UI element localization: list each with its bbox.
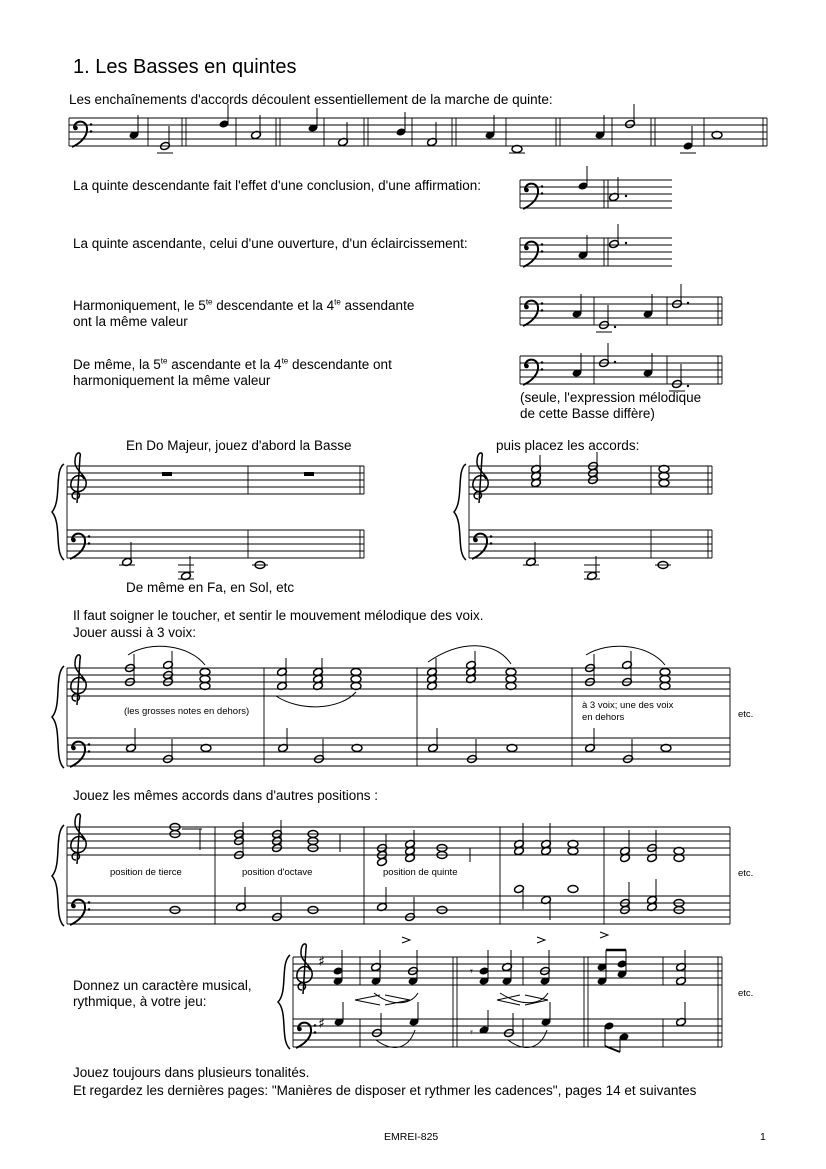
autres-positions-text: Jouez les mêmes accords dans d'autres positions : [73, 788, 378, 803]
position-quinte-label: position de quinte [383, 867, 458, 878]
etc-label-2: etc. [738, 868, 754, 879]
grand-staff-do-majeur [67, 466, 364, 558]
toucher-text: Il faut soigner le toucher, et sentir le mouvement mélodique des voix. [73, 608, 484, 623]
svg-text:♯: ♯ [318, 954, 325, 970]
trois-voix-text: Jouer aussi à 3 voix: [73, 625, 197, 640]
placez-accords-text: puis placez les accords: [496, 438, 640, 453]
rythmique-notes [333, 932, 687, 1052]
do-majeur-text: En Do Majeur, jouez d'abord la Basse [126, 438, 352, 453]
position-tierce-label: position de tierce [110, 867, 182, 878]
quinte-descendante-text: La quinte descendante fait l'effet d'une conclusion, d'une affirmation: [73, 178, 482, 193]
staff-harmoniquement [520, 297, 722, 325]
treble-clef-icon [71, 453, 86, 503]
positions-bass [170, 879, 684, 922]
footer-code: EMREI-825 [384, 1131, 439, 1143]
staff-de-meme [520, 356, 722, 384]
svg-text:♯: ♯ [318, 1016, 325, 1032]
grand-staff-accords [469, 466, 712, 558]
etc-label-3: etc. [738, 988, 754, 999]
seule-note-line1: (seule, l'expression mélodique [520, 390, 702, 405]
trois-voix-upper [125, 646, 670, 707]
trois-voix-bass [126, 728, 671, 764]
quinte-ascendante-text: La quinte ascendante, celui d'une ouverture, d'un éclaircissement: [73, 236, 468, 251]
de-meme-text-line2: harmoniquement la même valeur [73, 373, 271, 388]
page-number: 1 [760, 1131, 766, 1143]
une-voix-label-line2: en dehors [582, 712, 625, 723]
intro-text: Les enchaînements d'accords découlent essentiellement de la marche de quinte: [69, 92, 553, 107]
etc-label-1: etc. [738, 709, 754, 720]
dernieres-pages-text: Et regardez les dernières pages: "Manières de disposer et rythmer les cadences", pages 14 et suivantes [73, 1083, 697, 1098]
grosses-notes-label: (les grosses notes en dehors) [124, 706, 250, 717]
harmoniquement-text: Harmoniquement, le $5^{te}$ descendante et la $4^{te}$ assendante [73, 297, 415, 313]
seule-note-line2: de cette Basse diffère) [520, 406, 655, 421]
top-bass-staff [69, 118, 767, 146]
tonalites-text: Jouez toujours dans plusieurs tonalités. [73, 1065, 310, 1080]
harmoniquement-text-line2: ont la même valeur [73, 314, 188, 329]
de-meme-fa-sol-text: De même en Fa, en Sol, etc [126, 580, 295, 595]
svg-text:𝄾: 𝄾 [470, 1026, 473, 1039]
grand-staff-positions [67, 827, 730, 924]
page-title: 1. Les Basses en quintes [73, 56, 297, 78]
caractere-text-line1: Donnez un caractère musical, [73, 978, 252, 993]
une-voix-label-line1: à 3 voix; une des voix [582, 700, 674, 711]
svg-text:𝄾: 𝄾 [470, 965, 473, 978]
position-octave-label: position d'octave [242, 867, 313, 878]
de-meme-text: De même, la $5^{te}$ ascendante et la $4^{te}$ descendante ont [73, 356, 392, 372]
caractere-text-line2: rythmique, à votre jeu: [73, 994, 207, 1009]
